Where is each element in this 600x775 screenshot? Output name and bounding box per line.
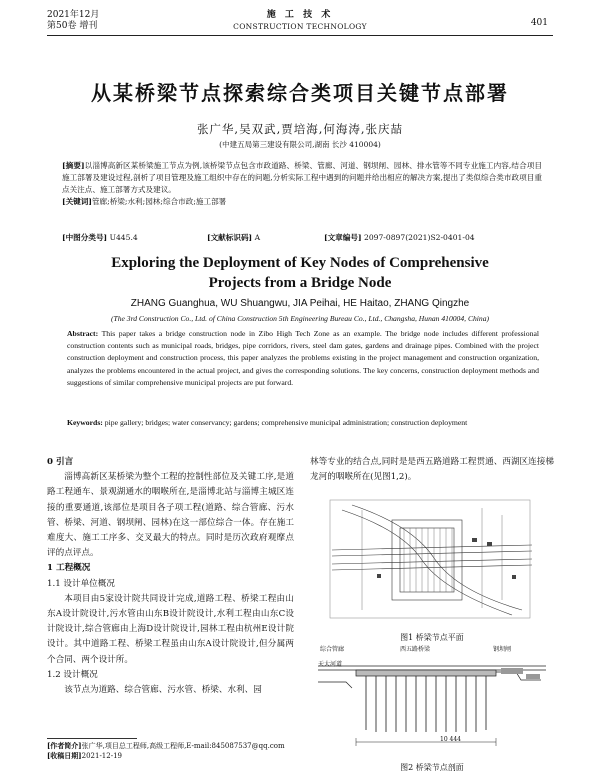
volume-label: 第50卷 增刊: [47, 21, 98, 31]
running-header-center: [0, 10, 600, 32]
affiliation-cn: (中建五局第三建设有限公司,湖南 长沙 410004): [219, 140, 381, 149]
article-title-en: [0, 253, 600, 293]
body-left-column: [47, 455, 294, 698]
figure-2-section-drawing: [316, 652, 548, 748]
figure-2-label-c: 钢坝闸: [493, 646, 512, 653]
page-number: 401: [530, 18, 548, 28]
abstract-en-text: This paper takes a bridge construction node in Zibo High Tech Zone as an example. The bridge node includes different professional construction contents such as municipal roads, bridges, pipe corridors, rivers, steel dam gates, gardens and drainage pipes. Combined with the project construction deployment and construction process, this paper analyzes the problems existing in the project management and construction organization, analyzes the problems encountered in the actual project, and gives the corresponding solutions. The key concerns, construction deployment methods and suggestions of similar comprehensive municipal projects are put forward.: [67, 329, 539, 387]
figure-2-label-a: 综合管廊: [320, 646, 345, 653]
affiliation-en: (The 3rd Construction Co., Ltd. of China Construction 5th Engineering Bureau Co., Ltd., Changsha, Hunan 410004, China): [110, 314, 490, 323]
section-1-1-text: 本项目由5家设计院共同设计完成,道路工程、桥梁工程由山东A设计院设计,污水管由山东B设计院设计,水利工程由山东C设计院设计,综合管廊由上海D设计院设计,园林工程由杭州E设计院设计。其中道路工程、桥梁工程虽由山东A设计院设计,但分属两个合同、两个设计所。: [47, 593, 294, 665]
figure-1-caption: 图1 桥梁节点平面: [400, 633, 464, 642]
body-right-column: 林等专业的结合点,同时是是西五路道路工程贯通、西湖区连接梯龙河的咽喉所在(见图1,2)。: [310, 457, 554, 483]
received-date-label: [收稿日期]: [47, 751, 82, 760]
abstract-cn-text: 以淄博高新区某桥梁施工节点为例,该桥梁节点包含市政道路、桥梁、管廊、河道、钢坝闸、园林、排水管等不同专业施工内容,结合项目施工部署及建设过程,剖析了项目管理及施工组织中存在的问题,分析实际工程中遇到的问题并给出相应的解决方案,提出了类似综合类市政项目重点关注点、施工部署方式及建议。: [62, 161, 543, 194]
abstract-en: [67, 328, 539, 389]
article-title-cn: 从某桥梁节点探索综合类项目关键节点部署: [91, 81, 509, 105]
title-en-line2: Projects from a Bridge Node: [208, 275, 392, 291]
issue-date: 2021年12月: [47, 10, 100, 20]
clc-value: U445.4: [109, 233, 138, 242]
keywords-en-label: Keywords:: [67, 418, 103, 427]
doc-code-value: A: [254, 233, 261, 242]
figure-1-plan-drawing: [322, 490, 542, 628]
figure-2-label-d: 天大河道: [318, 661, 343, 668]
keywords-en: [67, 417, 539, 429]
keywords-cn-text: 管廊;桥梁;水利;园林;综合市政;施工部署: [91, 197, 227, 206]
abstract-cn: [62, 160, 542, 208]
footnote: [47, 741, 297, 761]
figure-2-caption: 图2 桥梁节点剖面: [400, 763, 464, 772]
section-1-1-heading: 1.1 设计单位概况: [47, 578, 115, 589]
abstract-en-label: Abstract:: [67, 329, 99, 338]
section-1-2-text: 该节点为道路、综合管廊、污水管、桥梁、水利、园: [64, 685, 262, 696]
journal-name-cn: 施 工 技 术: [266, 10, 334, 20]
section-1-2-heading: 1.2 设计概况: [47, 669, 98, 680]
received-date-text: 2021-12-19: [81, 752, 122, 760]
authors-en: ZHANG Guanghua, WU Shuangwu, JIA Peihai, HE Haitao, ZHANG Qingzhe: [130, 298, 470, 309]
journal-name-en: CONSTRUCTION TECHNOLOGY: [233, 22, 367, 31]
section-1-heading: 1 工程概况: [47, 563, 91, 574]
doc-code-label: [文献标识码]: [207, 233, 253, 242]
article-number-value: 2097-0897(2021)S2-0401-04: [363, 233, 475, 242]
footnote-rule: [47, 738, 137, 739]
authors-cn: 张广华,吴双武,贾培海,何海涛,张庆喆: [196, 122, 404, 136]
keywords-en-text: pipe gallery; bridges; water conservancy; gardens; comprehensive municipal administration; construction deployment: [104, 418, 468, 427]
title-en-line1: Exploring the Deployment of Key Nodes of Comprehensive: [111, 255, 489, 271]
section-0-text: 淄博高新区某桥梁为整个工程的控制性部位及关键工序,是道路工程通车、景观湖通水的咽喉所在,是淄博北站与淄博主城区连接的重要通道,该部位是项目各子项工程(道路、综合管廊、污水管、桥梁、河道、钢坝闸、园林)在这一部位综合一体。存在施工难度大、施工工序多、交叉最大的特点。同时是历次政府观摩点评的点评点。: [47, 472, 294, 559]
section-0-heading: 0 引言: [47, 457, 74, 467]
author-info-label: [作者简介]: [47, 741, 82, 750]
clc-label: [中图分类号]: [62, 233, 108, 242]
abstract-cn-label: [摘要]: [62, 161, 85, 170]
article-number-label: [文章编号]: [324, 233, 362, 242]
author-info-text: 张广华,项目总工程师,高级工程师,E-mail:845087537@qq.com: [81, 742, 285, 750]
figure-2-dimension: 10 444: [440, 736, 461, 743]
figure-2-label-b: 西五路桥梁: [400, 646, 431, 653]
header-rule: [47, 35, 553, 36]
keywords-cn-label: [关键词]: [62, 197, 92, 206]
